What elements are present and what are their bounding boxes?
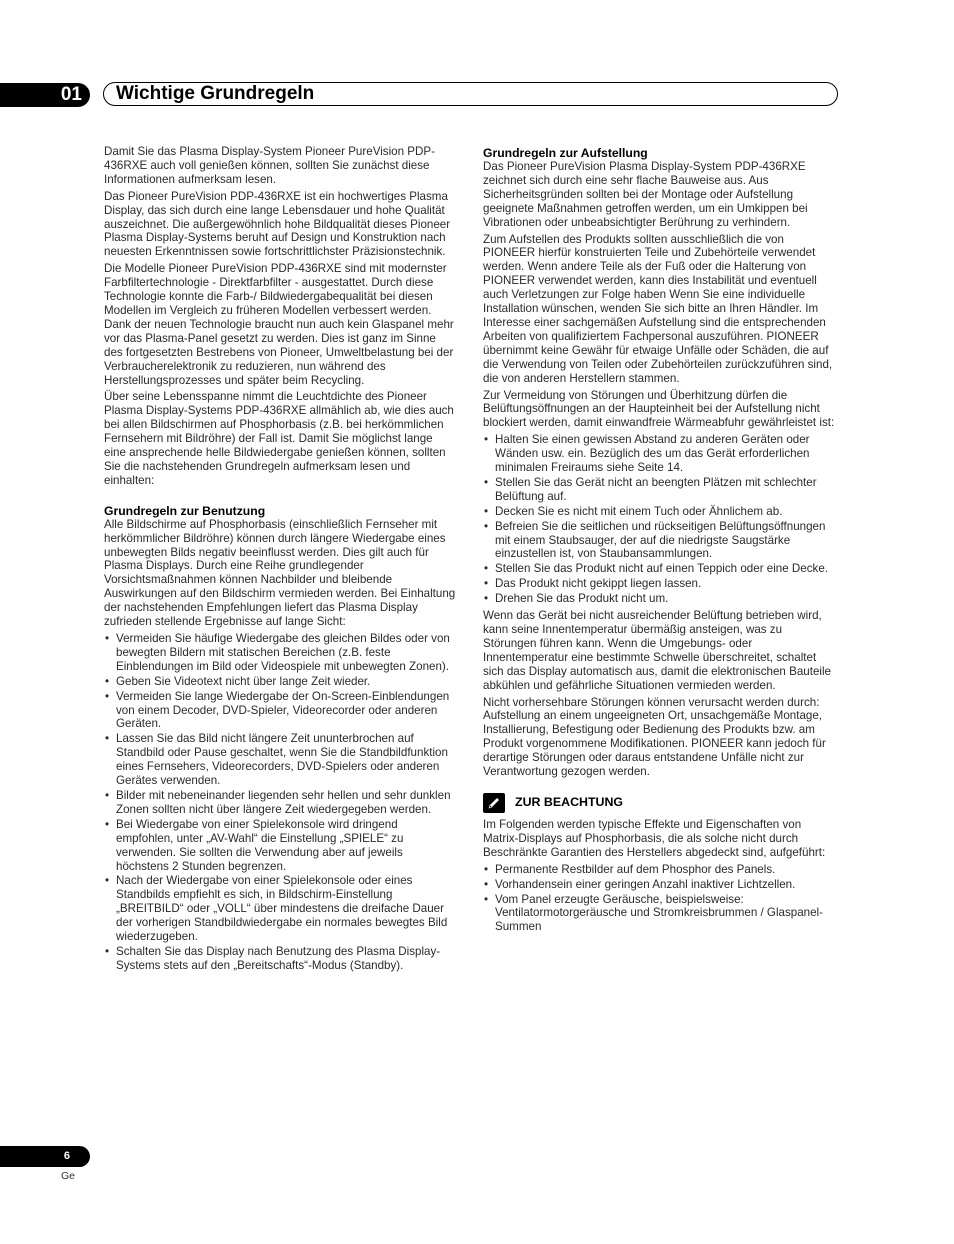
list-item: • Vorhandensein einer geringen Anzahl inaktiver Lichtzellen. bbox=[483, 878, 835, 892]
setup-heading: Grundregeln zur Aufstellung bbox=[483, 146, 648, 160]
intro-paragraph: Damit Sie das Plasma Display-System Pioneer PureVision PDP-436RXE auch voll genießen können, sollten Sie zunächst diese Informationen aufmerksam lesen. bbox=[104, 145, 435, 186]
chapter-number-tab: 01 bbox=[0, 83, 90, 107]
list-item: • Vom Panel erzeugte Geräusche, beispielsweise: Ventilatormotorgeräusche und Stromkreisbrummen / Glaspanel-Summen bbox=[483, 893, 835, 935]
setup-list bbox=[483, 433, 835, 606]
setup-paragraph: Das Pioneer PureVision Plasma Display-System PDP-436RXE zeichnet sich durch eine sehr flache Bauweise aus. Aus Sicherheitsgründen sollten bei der Montage oder Aufstellung geeignete Maßnahmen getroffen werden, um ein Umkippen bei Vibrationen oder unbeabsichtigter Berührung zu verhindern. bbox=[483, 160, 808, 229]
list-item: • Geben Sie Videotext nicht über lange Zeit wieder. bbox=[104, 675, 456, 689]
list-item: • Permanente Restbilder auf dem Phosphor des Panels. bbox=[483, 863, 835, 877]
note-header bbox=[483, 793, 835, 813]
list-item: • Halten Sie einen gewissen Abstand zu anderen Geräten oder Wänden usw. ein. Bezüglich des um das Gerät erforderlichen minimalen Freiraums siehe Seite 14. bbox=[483, 433, 835, 475]
setup-paragraph: Wenn das Gerät bei nicht ausreichender Belüftung betrieben wird, kann seine Innentemperatur übermäßig ansteigen, was zu Störungen führen kann. Wenn die Umgebungs- oder Innentemperatur eine bestimmte Schwelle überschreitet, schaltet sich das Display automatisch aus, damit die elektronischen Bauteile abkühlen und gefährliche Situationen vermieden werden. bbox=[483, 609, 831, 692]
setup-paragraph: Zur Vermeidung von Störungen und Überhitzung dürfen die Belüftungsöffnungen an der Haupteinheit bei der Aufstellung nicht blockiert werden, damit einwandfreie Wärmeabfuhr gewährleistet ist: bbox=[483, 388, 835, 430]
list-item: • Das Produkt nicht gekippt liegen lassen. bbox=[483, 577, 835, 591]
list-item: • Stellen Sie das Gerät nicht an beengten Plätzen mit schlechter Belüftung auf. bbox=[483, 476, 835, 504]
list-item: • Vermeiden Sie häufige Wiedergabe des gleichen Bildes oder von bewegten Bildern mit statischen Bereichen (z.B. feste Einblendungen im Bild oder Videospiele mit unbewegten Zonen). bbox=[104, 632, 456, 674]
note-title: ZUR BEACHTUNG bbox=[515, 795, 624, 810]
setup-paragraph: Nicht vorhersehbare Störungen können verursacht werden durch: Aufstellung an einem ungeeigneten Ort, unsachgemäße Montage, Installierung, Befestigung oder Bedienung des Produkts bzw. am Produkt vorgenommene Modifikationen. PIONEER kann jedoch für derartige Störungen oder daraus entstandene Unfälle nicht zur Verantwortung gezogen werden. bbox=[483, 695, 826, 779]
page-language-code: Ge bbox=[61, 1170, 76, 1182]
pencil-note-icon bbox=[483, 793, 505, 813]
list-item: • Nach der Wiedergabe von einer Spielekonsole oder eines Standbilds empfiehlt es sich, in Bildschirm-Einstellung „BREITBILD“ oder „VOLL“ über mindestens die dreifache Dauer der vorherigen Standbildwiedergabe ein normales bewegtes Bild wiederzugeben. bbox=[104, 874, 456, 944]
setup-paragraph: Zum Aufstellen des Produkts sollten ausschließlich die von PIONEER hierfür konstruierten Teile und Zubehörteile verwendet werden. Wenn andere Teile als der Fuß oder die Halterung von PIONEER verwendet werden, kann dies Instabilität und eventuell auch Verletzungen zur Folge haben Wenn Sie eine individuelle Installation wünschen, wenden Sie sich bitte an Ihren Händler. Im Interesse einer sachgemäßen Aufstellung sind die entsprechenden Arbeiten von qualifiziertem Fachpersonal auszuführen. PIONEER übernimmt keine Gewähr für etwaige Unfälle oder Schäden, die auf die Verwendung von Teilen oder Zubehörteilen zurückzuführen sind, die von anderen Herstellern stammen. bbox=[483, 232, 833, 385]
list-item: • Bilder mit nebeneinander liegenden sehr hellen und sehr dunklen Zonen sollten nicht über längere Zeit wiedergegeben werden. bbox=[104, 789, 456, 817]
list-item: • Decken Sie es nicht mit einem Tuch oder Ähnlichem ab. bbox=[483, 505, 835, 519]
list-item: • Vermeiden Sie lange Wiedergabe der On-Screen-Einblendungen von einem Decoder, DVD-Spieler, Videorecorder oder anderen Geräten. bbox=[104, 690, 456, 732]
page-number: 6 bbox=[0, 1146, 90, 1167]
list-item: • Drehen Sie das Produkt nicht um. bbox=[483, 592, 835, 606]
usage-heading: Grundregeln zur Benutzung bbox=[104, 503, 266, 518]
intro-paragraph: Das Pioneer PureVision PDP-436RXE ist ein hochwertiges Plasma Display, das sich durch eine lange Lebensdauer und hohe Qualität auszeichnet. Die außergewöhnlich hohe Bildqualität dieses Pioneer Plasma Display-Systems beruht auf Design und Konstruktion nach neuesten Erkenntnissen sowie fortschrittlichster Präzisionstechnik. bbox=[104, 189, 451, 259]
intro-paragraph: Die Modelle Pioneer PureVision PDP-436RXE sind mit modernster Farbfiltertechnologie - Direktfarbfilter - ausgestattet. Durch diese Technologie konnte die Farb-/ Bildwiedergabequalität bei diesen Modellen im Vergleich zu früheren Modellen verbessert werden. Dank der neuen Technologie braucht nun auch kein Glaspanel mehr vor das Plasma-Panel gesetzt zu werden. Dies ist ganz im Sinne des fortgesetzten Bestrebens von Pioneer, Umweltbelastung bei der Verbraucherelektronik zu reduzieren, nun während des Herstellungsprozesses und später beim Recycling. bbox=[104, 262, 454, 387]
note-list bbox=[483, 863, 835, 935]
right-column bbox=[483, 146, 835, 937]
left-column bbox=[104, 145, 456, 976]
note-paragraph: Im Folgenden werden typische Effekte und Eigenschaften von Matrix-Displays auf Phosphorbasis, die als solche nicht durch Beschränkte Garantien des Herstellers abgedeckt sind, aufgeführt: bbox=[483, 817, 826, 859]
list-item: • Stellen Sie das Produkt nicht auf einen Teppich oder eine Decke. bbox=[483, 562, 835, 576]
usage-paragraph: Alle Bildschirme auf Phosphorbasis (einschließlich Fernseher mit herkömmlicher Bildröhre) können durch längere Wiedergabe eines unbewegten Bilds negativ beeinflusst werden. Dies gilt auch für Plasma Displays. Durch eine Reihe grundlegender Vorsichtsmaßnahmen können Nachbilder und bleibende Auswirkungen auf den Bildschirm vermieden werden. Bei Einhaltung der nachstehenden Empfehlungen liefert das Plasma Display zufrieden stellende Ergebnisse auf lange Sicht: bbox=[104, 517, 456, 629]
intro-paragraph: Über seine Lebensspanne nimmt die Leuchtdichte des Pioneer Plasma Display-Systems PDP-436RXE allmählich ab, wie dies auch bei allen Bildschirmen auf Phosphorbasis (z.B. bei herkömmlichen Fernsehern mit Bildröhre) der Fall ist. Damit Sie möglichst lange eine ansprechende helle Bildwiedergabe genießen können, sollten Sie die nachstehenden Grundregeln aufmerksam lesen und einhalten: bbox=[104, 390, 454, 487]
list-item: • Befreien Sie die seitlichen und rückseitigen Belüftungsöffnungen mit einem Staubsauger, der auf die niedrigste Saugstärke einzustellen ist, von Staubansammlungen. bbox=[483, 520, 835, 562]
list-item: • Bei Wiedergabe von einer Spielekonsole wird dringend empfohlen, unter „AV-Wahl“ die Einstellung „SPIELE“ zu verwenden. Sie sollten die Verwendung aber auf jeweils höchstens 2 Stunden begrenzen. bbox=[104, 818, 456, 874]
list-item: • Schalten Sie das Display nach Benutzung des Plasma Display-Systems stets auf den „Bereitschafts“-Modus (Standby). bbox=[104, 945, 456, 973]
usage-list bbox=[104, 632, 456, 973]
chapter-title: Wichtige Grundregeln bbox=[103, 82, 838, 106]
list-item: • Lassen Sie das Bild nicht längere Zeit ununterbrochen auf Standbild oder Pause geschaltet, wenn Sie die Standbildfunktion eines Fernsehers, Videorecorders, DVD-Spielers oder anderen Gerätes verwenden. bbox=[104, 732, 456, 788]
